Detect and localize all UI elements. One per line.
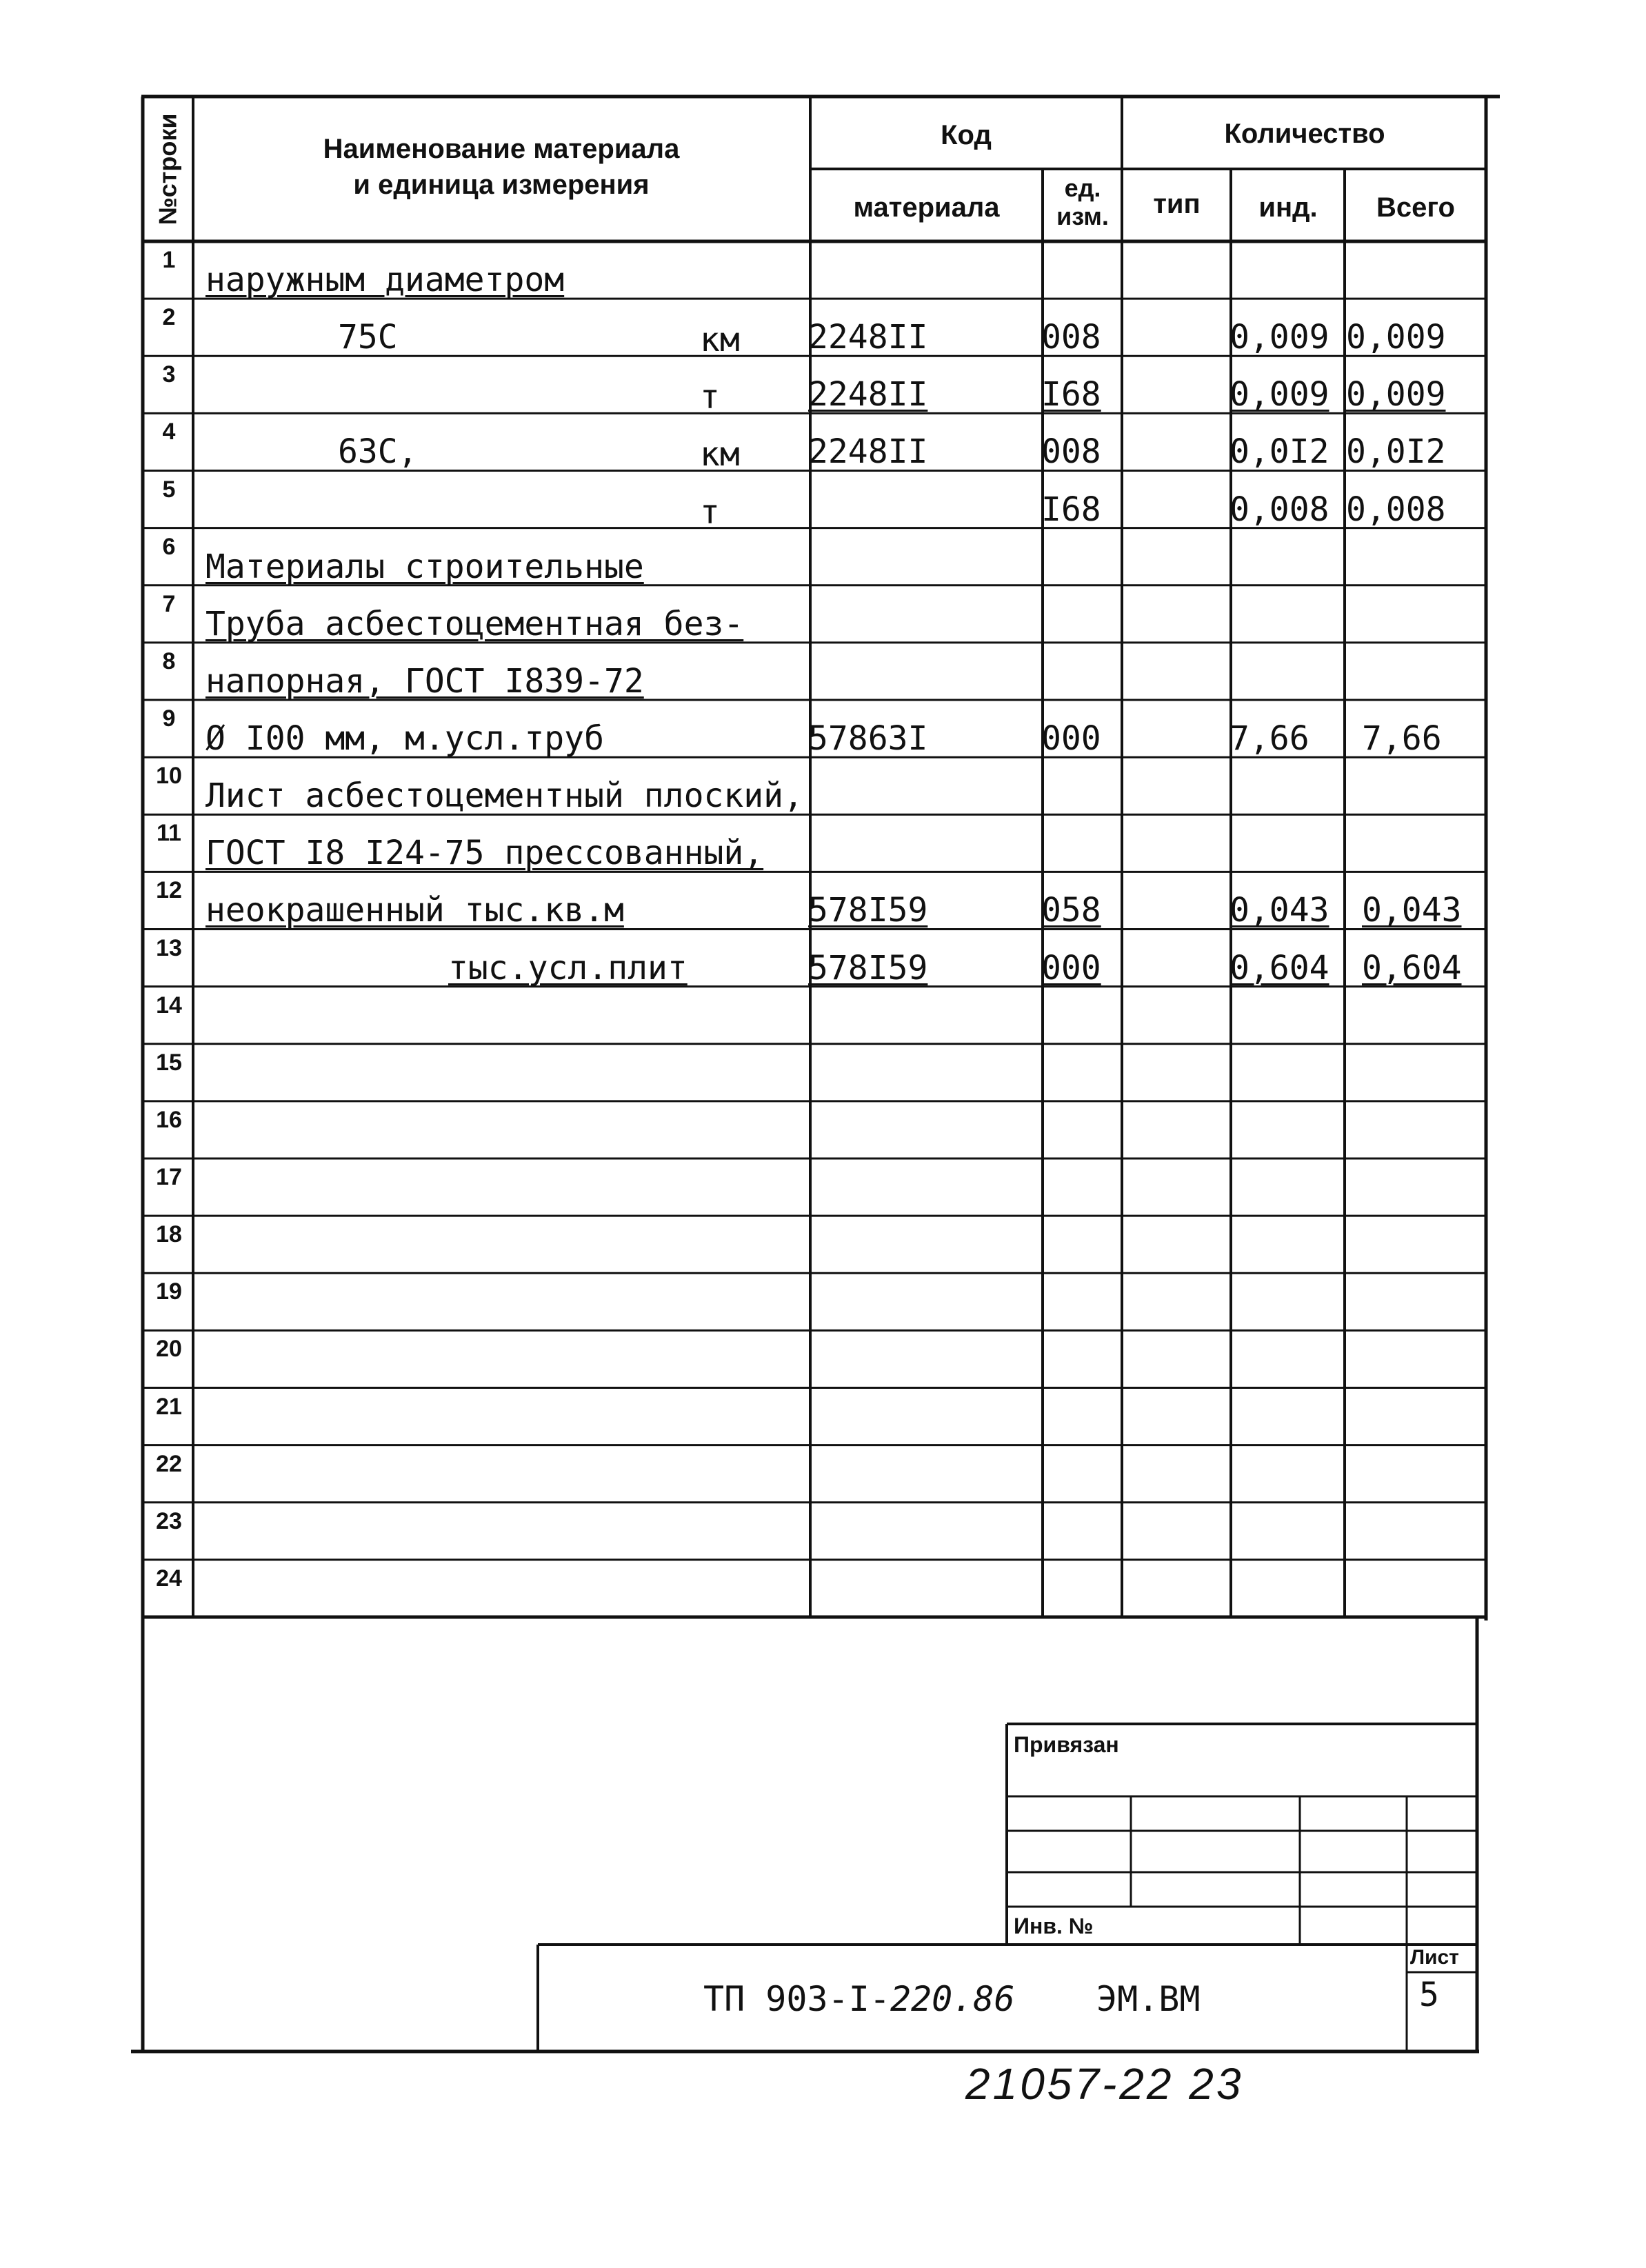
material-name: Труба асбестоцементная без- (205, 604, 744, 643)
quantity-total: 0,009 (1346, 375, 1446, 414)
unit-code: 008 (1041, 432, 1101, 472)
unit-code: I68 (1041, 490, 1101, 529)
row-number: 23 (156, 1507, 182, 1534)
row-number: 19 (156, 1278, 182, 1305)
row-number-header: №строки (153, 113, 182, 225)
material-code: 578I59 (808, 891, 928, 930)
unit-code: 000 (1041, 948, 1101, 987)
quantity-ind: 0,0I2 (1230, 432, 1329, 472)
row-number: 11 (157, 820, 181, 847)
material-name: ГОСТ I8 I24-75 прессованный, (205, 834, 764, 873)
row-number: 7 (162, 590, 176, 617)
row-number: 8 (162, 648, 176, 674)
material-name: Ø I00 мм, м.усл.труб (205, 719, 604, 758)
material-code: 2248II (808, 375, 928, 414)
quantity-total: 0,0I2 (1346, 432, 1446, 472)
material-code-header: материала (853, 192, 1000, 223)
unit-label: км (700, 435, 740, 474)
material-name: напорная, ГОСТ I839-72 (205, 661, 644, 701)
row-number: 21 (156, 1393, 182, 1420)
quantity-ind: 0,009 (1230, 375, 1329, 414)
quantity-ind: 7,66 (1230, 719, 1309, 758)
handwritten-footer-number: 21057-22 23 (965, 2059, 1244, 2109)
unit-label: т (700, 492, 720, 532)
material-name: 63С, (338, 432, 418, 472)
unit-code: I68 (1041, 375, 1101, 414)
quantity-total: 0,604 (1362, 948, 1462, 987)
quantity-total: 0,043 (1362, 891, 1462, 930)
material-code: 2248II (808, 318, 928, 357)
material-name: 75С (338, 318, 398, 357)
row-number: 9 (162, 705, 176, 732)
code-header: Код (941, 120, 992, 150)
row-number: 24 (156, 1565, 182, 1592)
row-number: 17 (156, 1164, 182, 1190)
row-number: 12 (156, 877, 182, 904)
ind-header: инд. (1258, 192, 1318, 223)
material-name: Материалы строительные (205, 547, 644, 586)
material-code: 57863I (808, 719, 928, 758)
unit-label: т (700, 378, 720, 417)
quantity-ind: 0,043 (1230, 891, 1329, 930)
material-name: неокрашенный тыс.кв.м (205, 891, 624, 930)
quantity-total: 7,66 (1362, 719, 1442, 758)
material-name: Лист асбестоцементный плоский, (205, 776, 803, 816)
stamp-inv-no: Инв. № (1014, 1914, 1094, 1938)
row-number: 3 (162, 361, 176, 388)
row-number: 6 (162, 533, 176, 560)
material-name: тыс.усл.плит (448, 948, 687, 987)
unit-code: 000 (1041, 719, 1101, 758)
quantity-ind: 0,008 (1230, 490, 1329, 529)
stamp-privyazan: Привязан (1014, 1732, 1119, 1757)
row-number: 16 (156, 1106, 182, 1133)
material-name: наружным диаметром (205, 261, 565, 299)
sheet-label: Лист (1410, 1946, 1459, 1969)
material-name-header: Наименование материала и единица измерения (323, 134, 680, 200)
unit-code: 008 (1041, 318, 1101, 357)
material-code: 2248II (808, 432, 928, 472)
total-header: Всего (1376, 192, 1455, 223)
unit-code: 058 (1041, 891, 1101, 930)
quantity-ind: 0,604 (1230, 948, 1329, 987)
unit-label: км (700, 321, 740, 360)
row-number: 10 (156, 763, 182, 790)
material-code: 578I59 (808, 948, 928, 987)
row-number: 2 (162, 304, 176, 331)
row-number: 5 (162, 476, 176, 503)
quantity-total: 0,009 (1346, 318, 1446, 357)
row-number: 18 (156, 1221, 182, 1248)
row-number: 14 (156, 992, 182, 1018)
row-number: 13 (156, 934, 182, 961)
document-suffix: ЭМ.ВМ (1096, 1979, 1201, 2019)
sheet-number: 5 (1419, 1976, 1439, 2014)
quantity-ind: 0,009 (1230, 318, 1329, 357)
quantity-total: 0,008 (1346, 490, 1446, 529)
row-number: 15 (156, 1049, 182, 1076)
row-number: 22 (156, 1450, 182, 1477)
document-code: ТП 903-I-220.86 (703, 1979, 1015, 2019)
quantity-header: Количество (1224, 119, 1385, 149)
row-number: 4 (162, 419, 176, 445)
row-number: 1 (162, 247, 176, 273)
row-number: 20 (156, 1336, 182, 1363)
document-code-handwritten: 220.86 (890, 1979, 1015, 2019)
unit-code-header: ед. изм. (1056, 174, 1109, 231)
type-header: тип (1153, 189, 1201, 219)
